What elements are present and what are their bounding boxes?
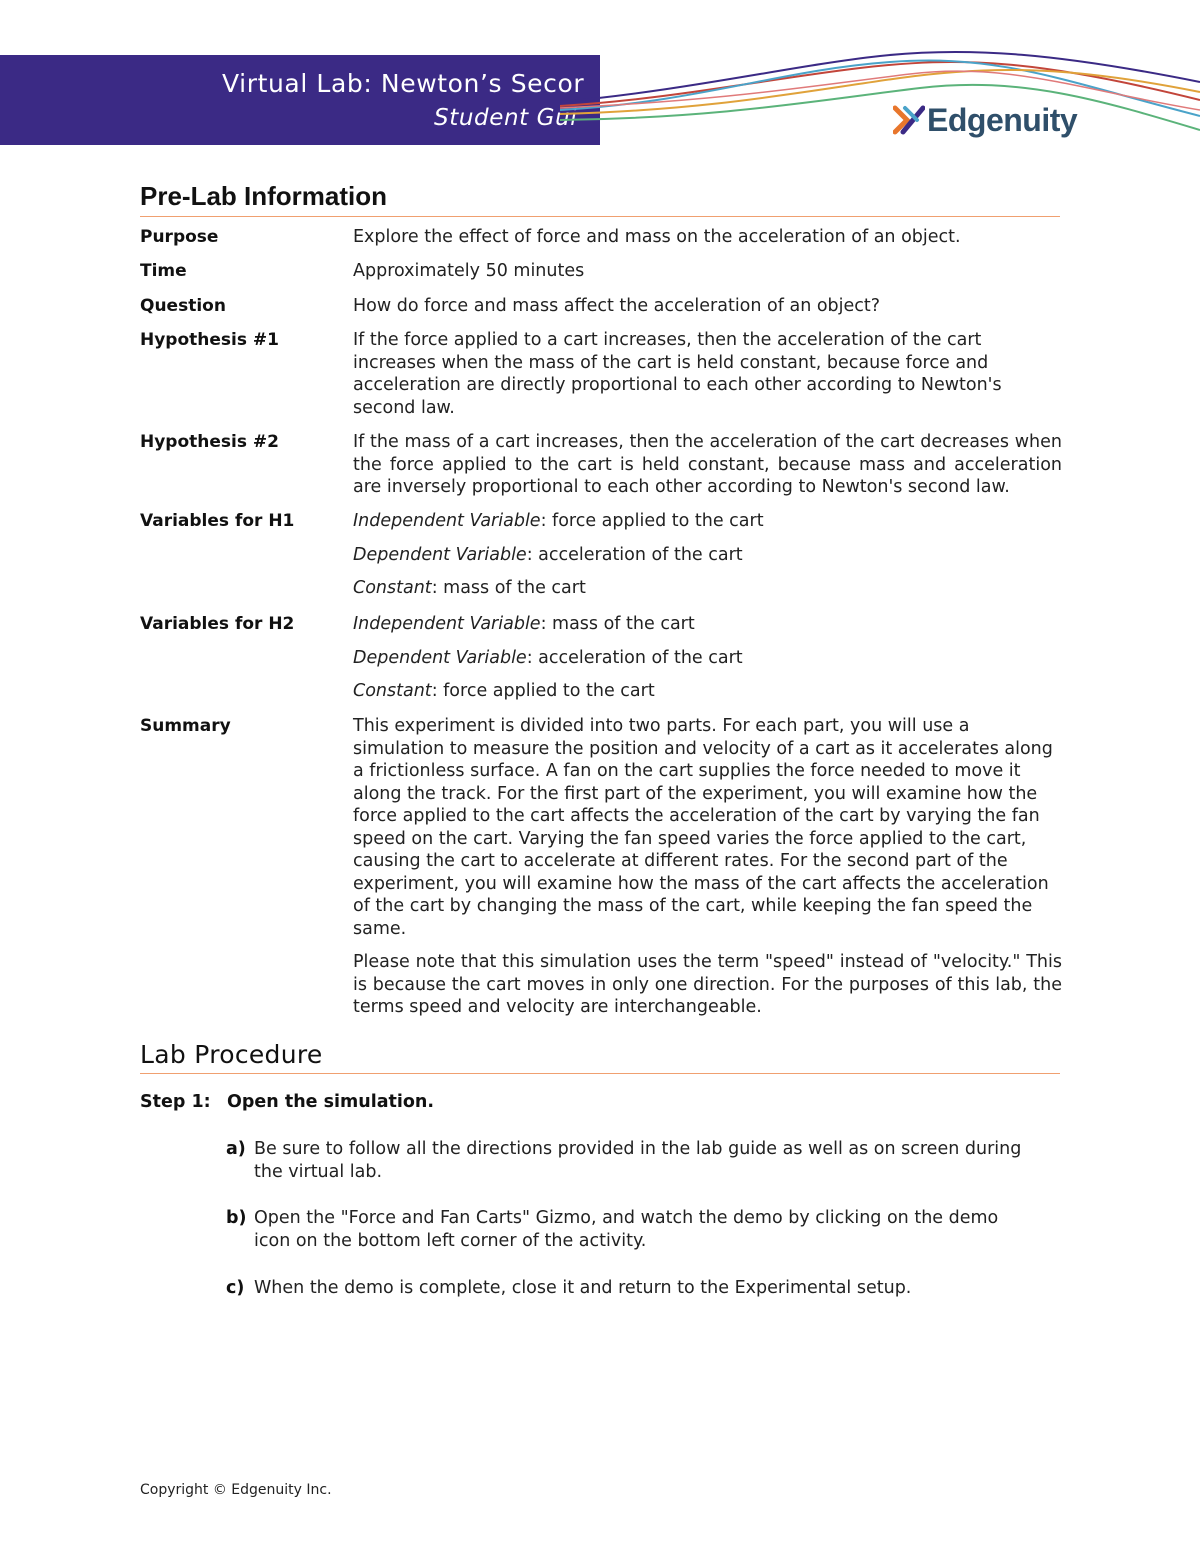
item-text: Be sure to follow all the directions provided in the lab guide as well as on screen during the virtual lab. bbox=[254, 1139, 1022, 1182]
item-letter: c) bbox=[226, 1278, 245, 1298]
step-1 bbox=[140, 1092, 434, 1112]
item-letter: a) bbox=[226, 1139, 246, 1159]
h1-independent-label: Independent Variable bbox=[353, 511, 541, 531]
summary-paragraph-1: This experiment is divided into two parts. For each part, you will use a simulation to measure the position and velocity of a cart as it accelerates along a frictionless surface. A fan on the cart supplies the force needed to move it along the track. For the first part of the experiment, you will examine how the force applied to the cart affects the acceleration of the cart by varying the fan speed on the cart. Varying the fan speed varies the force applied to the cart, causing the cart to accelerate at different rates. For the second part of the experiment, you will examine how the mass of the cart affects the acceleration of the cart by changing the mass of the cart, while keeping the fan speed the same. bbox=[353, 716, 1053, 939]
hypothesis-1-text: If the force applied to a cart increases, then the acceleration of the cart increases when the mass of the cart is held constant, because force and acceleration are directly proportional to each other according to Newton's second law. bbox=[353, 330, 1002, 418]
purpose-label: Purpose bbox=[140, 227, 219, 247]
decorative-waves bbox=[560, 40, 1200, 150]
h2-constant-label: Constant bbox=[353, 681, 432, 701]
h1-constant-value: : mass of the cart bbox=[431, 578, 586, 598]
procedure-heading-block bbox=[140, 1040, 1060, 1074]
time-text: Approximately 50 minutes bbox=[353, 261, 585, 281]
question-label: Question bbox=[140, 296, 226, 316]
h2-dependent-label: Dependent Variable bbox=[353, 647, 527, 668]
purpose-text: Explore the effect of force and mass on the acceleration of an object. bbox=[353, 227, 961, 247]
h2-constant bbox=[353, 680, 1062, 703]
prelab-heading: Pre-Lab Information bbox=[140, 181, 388, 211]
h2-independent-label: Independent Variable bbox=[353, 614, 541, 634]
h2-dependent bbox=[353, 647, 1062, 670]
variables-h2-list bbox=[353, 613, 1062, 703]
hypothesis-2-label: Hypothesis #2 bbox=[140, 432, 279, 452]
hypothesis-1-label: Hypothesis #1 bbox=[140, 330, 279, 350]
question-text: How do force and mass affect the acceleration of an object? bbox=[353, 296, 881, 316]
h2-independent bbox=[353, 613, 1062, 636]
h1-independent-value: : force applied to the cart bbox=[540, 511, 764, 531]
h1-dependent bbox=[353, 544, 1062, 567]
procedure-heading: Lab Procedure bbox=[140, 1040, 323, 1069]
step-title: Open the simulation. bbox=[227, 1092, 435, 1112]
variables-h2-label: Variables for H2 bbox=[140, 614, 295, 634]
item-text: When the demo is complete, close it and return to the Experimental setup. bbox=[254, 1278, 912, 1298]
hypothesis-2-text: If the mass of a cart increases, then the acceleration of the cart decreases when the force applied to the cart is held constant, because mass and acceleration are inversely proportional to each other according to Newton's second law. bbox=[353, 432, 1062, 497]
procedure-item-a bbox=[226, 1138, 1026, 1184]
document-title: Virtual Lab: Newton’s Secor bbox=[222, 69, 585, 98]
h1-dependent-value: : acceleration of the cart bbox=[526, 544, 743, 565]
time-label: Time bbox=[140, 261, 187, 281]
h1-dependent-label: Dependent Variable bbox=[353, 544, 527, 565]
step-number: Step 1: bbox=[140, 1092, 211, 1112]
h1-constant-label: Constant bbox=[353, 578, 432, 598]
edgenuity-x-icon bbox=[893, 104, 925, 136]
h2-independent-value: : mass of the cart bbox=[540, 614, 695, 634]
procedure-item-c bbox=[226, 1277, 1026, 1300]
summary-paragraph-2: Please note that this simulation uses the term "speed" instead of "velocity." This is because the cart moves in only one direction. For the purposes of this lab, the terms speed and velocity are interchangeable. bbox=[353, 952, 1062, 1017]
h2-dependent-value: : acceleration of the cart bbox=[526, 647, 743, 668]
prelab-heading-block bbox=[140, 181, 1060, 217]
summary-label: Summary bbox=[140, 716, 231, 736]
item-letter: b) bbox=[226, 1208, 247, 1228]
edgenuity-logo bbox=[893, 100, 1077, 140]
procedure-item-b bbox=[226, 1207, 1026, 1253]
h1-constant bbox=[353, 577, 1062, 600]
variables-h1-list bbox=[353, 510, 1062, 600]
copyright-footer: Copyright © Edgenuity Inc. bbox=[140, 1482, 332, 1498]
header-banner bbox=[0, 55, 600, 145]
summary-text bbox=[353, 715, 1062, 1019]
h2-constant-value: : force applied to the cart bbox=[431, 681, 655, 701]
variables-h1-label: Variables for H1 bbox=[140, 511, 295, 531]
h1-independent bbox=[353, 510, 1062, 533]
document-subtitle: Student Gui bbox=[434, 105, 578, 131]
logo-text: Edgenuity bbox=[927, 101, 1078, 138]
item-text: Open the "Force and Fan Carts" Gizmo, and watch the demo by clicking on the demo icon on the bottom left corner of the activity. bbox=[254, 1208, 999, 1251]
